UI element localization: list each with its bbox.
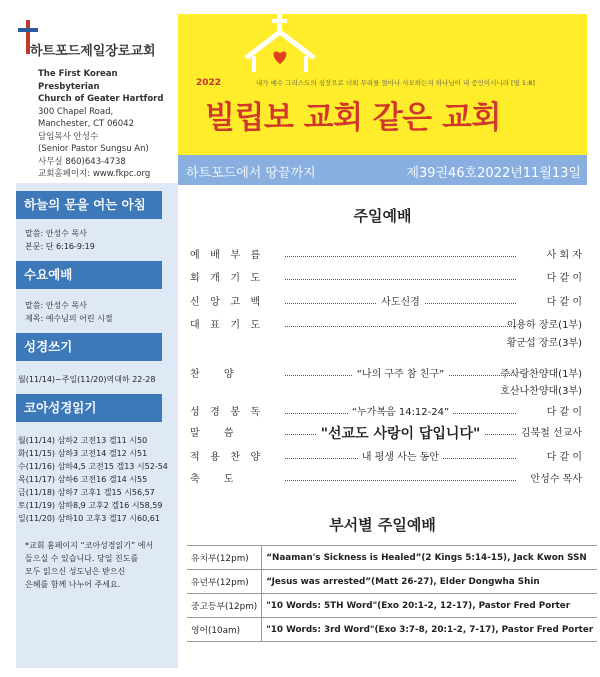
church-roof-icon [240,14,320,72]
worship-item-person: 사 회 자 [546,250,582,261]
issue-bar [178,155,587,185]
worship-item-name: 대표기도 [190,320,271,331]
worship-item-title-text: "선교도 사랑이 답입니다" [317,426,485,442]
bible-writing-line: 월(11/14)~주일(11/20)역대하 22-28 [18,375,156,384]
worship-item-person: 다 같 이 [546,273,582,284]
worship-item-name: 축 도 [190,474,244,485]
note-line: 모두 읽으신 성도님은 받으신 [25,567,126,576]
dept-detail: “Jesus was arrested”(Matt 26-27), Elder Dongwha Shin [262,570,597,594]
worship-item-person: 다 같 이 [546,407,582,418]
reading-line: 목(11/17) 삼하6 고전16 겔14 시55 [18,475,148,484]
worship-row [190,472,582,488]
worship-item-person: 이용하 장로(1부) [506,320,582,331]
leader-dots [285,480,516,481]
dept-name: 유년부(12pm) [187,570,262,594]
worship-item-name: 말 씀 [190,428,244,439]
worship-row [190,248,582,264]
dept-detail: "10 Words: 5TH Word"(Exo 20:1-2, 12-17), Pastor Fred Porter [262,594,597,618]
table-row [187,594,597,618]
worship-item-title [285,450,516,466]
worship-item-person: 다 같 이 [546,452,582,463]
worship-item-name: 회개기도 [190,273,271,284]
bible-reading-header: 코아성경읽기 [16,394,162,422]
worship-item-title [285,367,516,383]
leader-dots [285,279,516,280]
leader-dots [285,256,516,257]
worship-item-name: 적용찬양 [190,452,271,463]
note-line: 은혜를 함께 나누어 주세요. [25,580,121,589]
worship-row [190,450,582,466]
worship-item-person: 주사랑찬양대(1부) [500,369,582,380]
table-row [187,570,597,594]
wednesday-line: 제목: 예수님의 어린 시절 [25,314,113,323]
reading-line: 수(11/16) 삼하4,5 고전15 겔13 시52-54 [18,462,168,471]
worship-item-title [285,426,516,442]
note-line: 들으실 수 있습니다. 당일 진도를 [25,554,139,563]
worship-item-name: 예배부름 [190,250,271,261]
reading-line: 화(11/15) 삼하3 고전14 겔12 시51 [18,449,148,458]
dept-title: 부서별 주일예배 [329,516,436,534]
wednesday-line: 말씀: 안성수 목사 [25,301,87,310]
dept-name: 유치부(12pm) [187,546,262,570]
table-row [187,546,597,570]
left-column [0,0,178,677]
worship-item-title [285,295,516,311]
worship-item-person: 김북철 선교사 [520,428,582,439]
reading-line: 일(11/20) 삼하10 고후3 겔17 시60,61 [18,514,160,523]
morning-line: 말씀: 안성수 목사 [25,229,87,238]
table-row [187,618,597,642]
morning-header: 하늘의 문을 여는 아침 [16,191,162,219]
worship-row [190,271,582,287]
worship-item-title-text: “나의 구주 참 친구” [353,369,449,380]
worship-row [190,295,582,311]
reading-line: 토(11/19) 삼하8,9 고후2 겔16 시58,59 [18,501,163,510]
worship-item-name: 신앙고백 [190,297,271,308]
morning-line: 본문: 단 6:16-9:19 [25,242,95,251]
address-line-1: 300 Chapel Road, [38,106,114,117]
church-name-en-2: Church of Geater Hartford [38,94,164,104]
worship-item-person: 황군섭 장로(3부) [506,338,582,349]
note-line: *교회 홈페이지 “코아성경읽기” 에서 [25,541,154,550]
worship-row [190,405,582,421]
worship-row [190,384,582,400]
dept-name: 영어(10am) [187,618,262,642]
dept-detail: "10 Words: 3rd Word"(Exo 3:7-8, 20:1-2, 7-17), Pastor Fred Porter [262,618,597,642]
wednesday-header: 수요예배 [16,261,162,289]
dept-name: 중고등부(12pm) [187,594,262,618]
worship-item-person: 다 같 이 [546,297,582,308]
worship-row [190,367,582,383]
banner-year: 2022 [196,78,222,88]
worship-item-title-text: “누가복음 14:12-24” [348,407,453,418]
issue-number: 제39권46호2022년11월13일 [406,166,581,181]
reading-line: 월(11/14) 삼하2 고전13 겔11 시50 [18,436,148,445]
leader-dots [285,326,516,327]
worship-item-title-text: 사도신경 [377,297,424,308]
church-info [38,68,176,181]
dept-detail: “Naaman's Sickness is Healed”(2 Kings 5:14-15), Jack Kwon SSN [262,546,597,570]
church-name-en-1: The First Korean Presbyterian [38,69,118,92]
reading-line: 금(11/18) 삼하7 고후1 겔15 시56,57 [18,488,155,497]
worship-item-title [285,405,516,421]
sidebar [16,183,178,668]
motto: 하트포드에서 땅끝까지 [186,166,316,181]
worship-title: 주일예배 [353,207,412,225]
address-line-2: Manchester, CT 06042 [38,119,134,129]
pastor-en: (Senior Pastor Sungsu An) [38,144,149,154]
church-name-kr: 하트포드제일장로교회 [30,44,156,59]
banner-theme: 빌립보 교회 같은 교회 [205,100,501,136]
dept-table [187,545,597,642]
worship-item-name: 찬 양 [190,369,244,380]
worship-item-person: 안성수 목사 [530,474,582,485]
worship-item-person: 호산나찬양대(3부) [500,386,582,397]
website: 교회홈페이지: www.fkpc.org [38,169,151,179]
pastor-kr: 담임목사 안성수 [38,131,99,142]
bible-writing-header: 성경쓰기 [16,333,162,361]
worship-row [190,426,582,442]
banner-verse: 내가 예수 그리스도의 심장으로 너희 무리를 얼마나 사모하는지 하나님이 내 증인이시니라 [빌 1:8] [256,79,535,87]
office-phone: 사무실 860)643-4738 [38,156,126,167]
worship-item-title-text: 내 평생 사는 동안 [358,452,443,463]
worship-item-name: 성경봉독 [190,407,271,418]
worship-row [190,318,582,334]
worship-row [190,336,582,352]
